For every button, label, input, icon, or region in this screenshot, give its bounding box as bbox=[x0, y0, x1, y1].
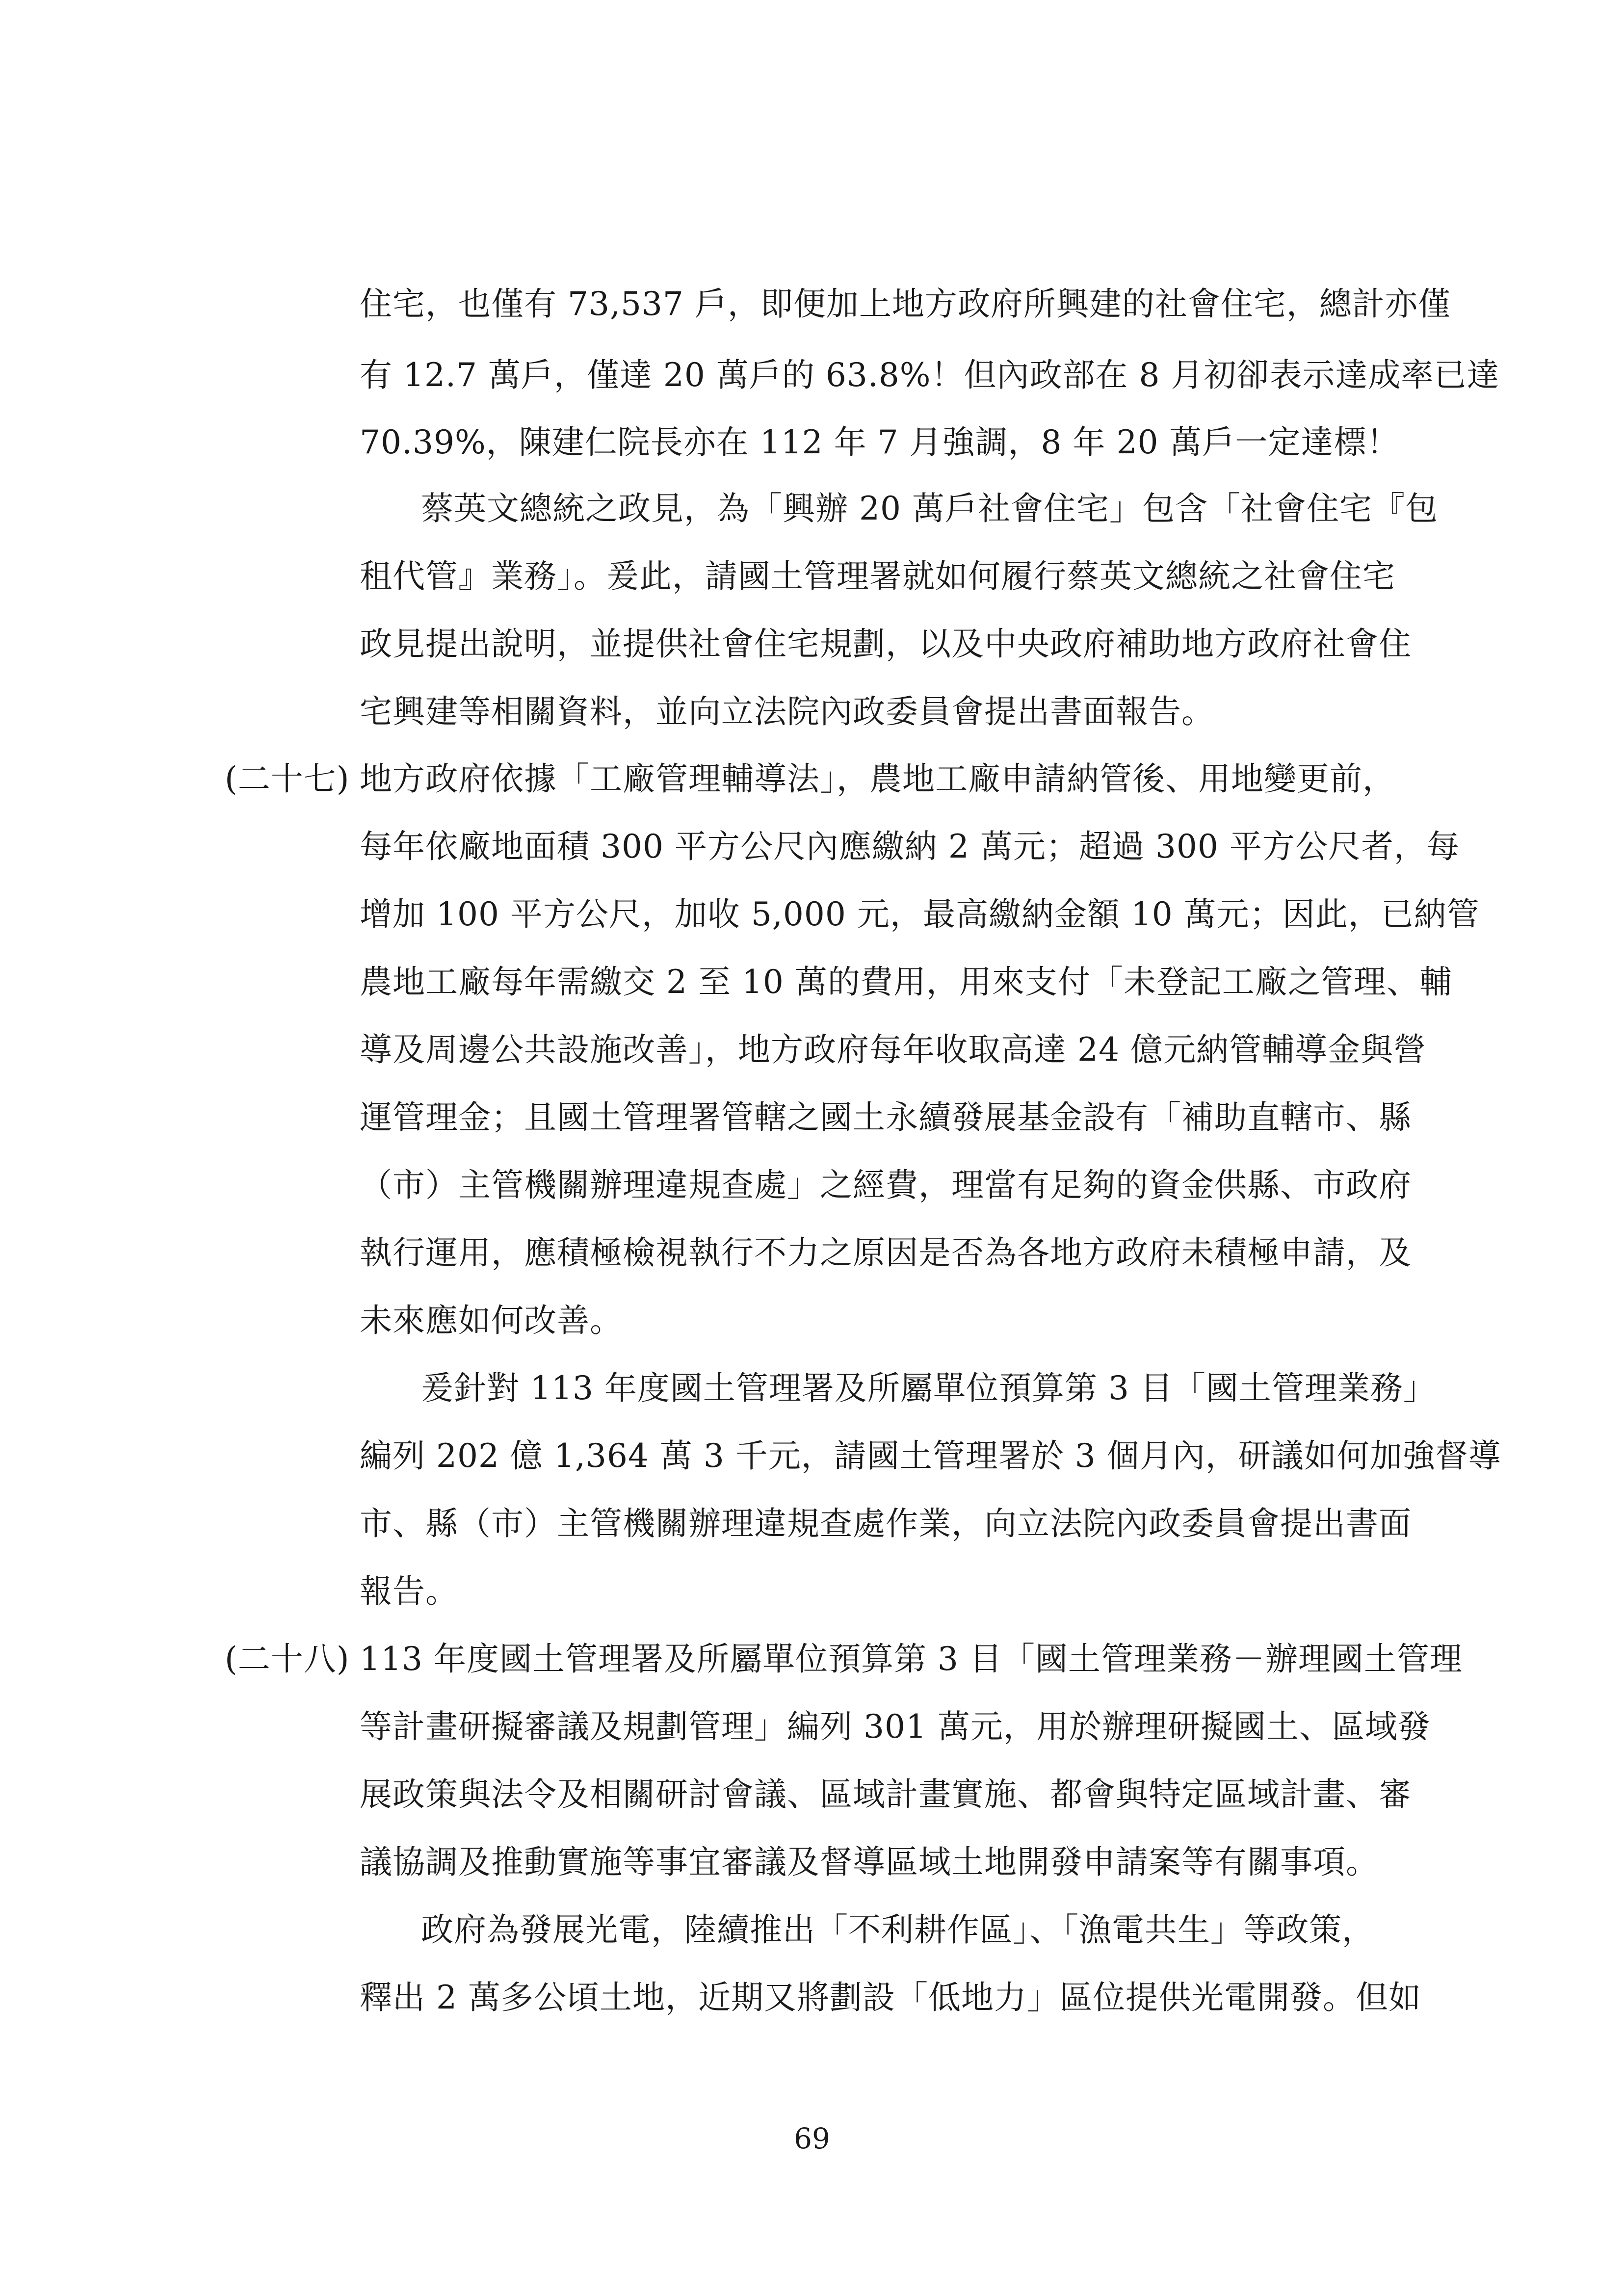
text-line: 導及周邊公共設施改善」，地方政府每年收取高達 24 億元納管輔導金與營 bbox=[360, 1031, 1426, 1069]
text-line: 租代管』業務」。爰此，請國土管理署就如何履行蔡英文總統之社會住宅 bbox=[360, 557, 1395, 595]
text-line: 政府為發展光電，陸續推出「不利耕作區」、「漁電共生」等政策， bbox=[421, 1911, 1375, 1949]
text-line: 報告。 bbox=[360, 1572, 458, 1610]
text-line: 蔡英文總統之政見，為「興辦 20 萬戶社會住宅」包含「社會住宅『包 bbox=[421, 490, 1438, 527]
text-line: 每年依廠地面積 300 平方公尺內應繳納 2 萬元；超過 300 平方公尺者，每 bbox=[360, 828, 1460, 865]
text-line: 議協調及推動實施等事宜審議及督導區域土地開發申請案等有關事項。 bbox=[360, 1843, 1379, 1881]
text-line: （市）主管機關辦理違規查處」之經費，理當有足夠的資金供縣、市政府 bbox=[360, 1166, 1412, 1204]
item-label: (二十七) bbox=[225, 760, 350, 798]
text-line: 運管理金；且國土管理署管轄之國土永續發展基金設有「補助直轄市、縣 bbox=[360, 1098, 1412, 1136]
text-line: 有 12.7 萬戶，僅達 20 萬戶的 63.8%！但內政部在 8 月初卻表示達成率已達 bbox=[360, 356, 1500, 394]
text-line: 增加 100 平方公尺，加收 5,000 元，最高繳納金額 10 萬元；因此，已納管 bbox=[360, 895, 1480, 933]
text-line: 釋出 2 萬多公頃土地，近期又將劃設「低地力」區位提供光電開發。但如 bbox=[360, 1979, 1421, 2016]
text-line: 政見提出說明，並提供社會住宅規劃，以及中央政府補助地方政府社會住 bbox=[360, 625, 1412, 663]
text-line: 編列 202 億 1,364 萬 3 千元，請國土管理署於 3 個月內，研議如何加強督導 bbox=[360, 1437, 1501, 1475]
text-line: 爰針對 113 年度國土管理署及所屬單位預算第 3 目「國土管理業務」 bbox=[421, 1369, 1436, 1407]
text-line: 農地工廠每年需繳交 2 至 10 萬的費用，用來支付「未登記工廠之管理、輔 bbox=[360, 963, 1452, 1001]
text-line: 113 年度國土管理署及所屬單位預算第 3 目「國土管理業務－辦理國土管理 bbox=[360, 1640, 1463, 1678]
text-line: 市、縣（市）主管機關辦理違規查處作業，向立法院內政委員會提出書面 bbox=[360, 1505, 1412, 1542]
text-line: 70.39%，陳建仁院長亦在 112 年 7 月強調，8 年 20 萬戶一定達標！ bbox=[360, 423, 1400, 461]
page-number: 69 bbox=[794, 2122, 830, 2155]
text-line: 地方政府依據「工廠管理輔導法」，農地工廠申請納管後、用地變更前， bbox=[360, 760, 1395, 798]
text-line: 展政策與法令及相關研討會議、區域計畫實施、都會與特定區域計畫、審 bbox=[360, 1775, 1412, 1813]
text-line: 住宅，也僅有 73,537 戶，即便加上地方政府所興建的社會住宅，總計亦僅 bbox=[360, 285, 1451, 323]
item-label: (二十八) bbox=[225, 1640, 350, 1678]
text-line: 未來應如何改善。 bbox=[360, 1302, 623, 1339]
text-line: 等計畫研擬審議及規劃管理」編列 301 萬元，用於辦理研擬國土、區域發 bbox=[360, 1708, 1431, 1746]
text-line: 宅興建等相關資料，並向立法院內政委員會提出書面報告。 bbox=[360, 693, 1214, 731]
text-line: 執行運用，應積極檢視執行不力之原因是否為各地方政府未積極申請，及 bbox=[360, 1234, 1412, 1272]
